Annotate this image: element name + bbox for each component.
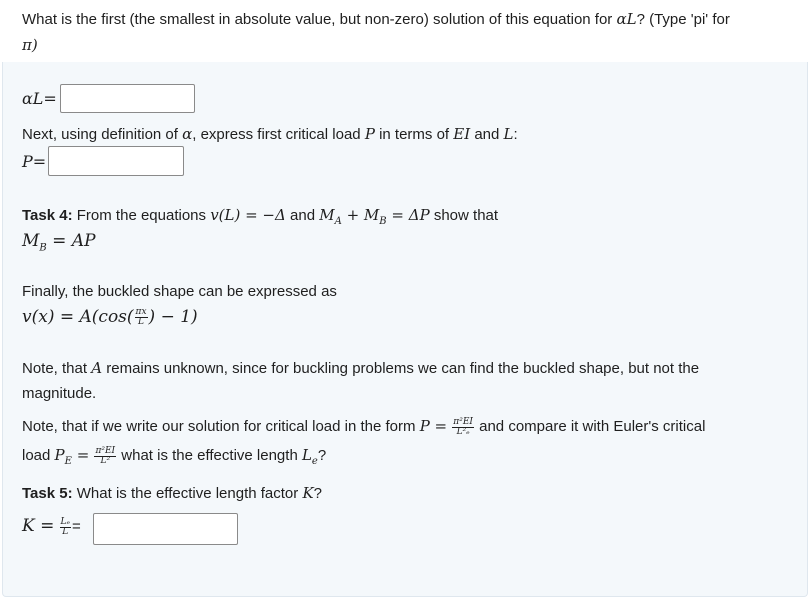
PE-eq: = xyxy=(71,446,90,464)
note2-frac2 xyxy=(94,447,116,466)
q1-line2: π) xyxy=(22,36,38,54)
finally-frac xyxy=(135,308,148,327)
P-label: P= xyxy=(22,152,47,171)
next-P: P xyxy=(364,125,375,143)
task4-eq2 xyxy=(319,206,430,227)
alphaL-label: αL= xyxy=(22,89,57,108)
task5-text-end: ? xyxy=(313,485,323,502)
note2-frac1 xyxy=(452,418,474,437)
eq2-sub-b: B xyxy=(379,216,387,227)
note2-line1 xyxy=(22,417,705,437)
eq2-mid: + M xyxy=(341,206,380,224)
task4-eq1: v(L) = −Δ xyxy=(210,206,286,224)
finally-equation xyxy=(22,307,198,327)
Le-sub: e xyxy=(311,456,318,467)
note2-Le xyxy=(301,446,318,467)
note2-frac2-num: π²EI xyxy=(95,445,116,456)
eq2-end: = ΔP xyxy=(386,206,430,224)
note2-frac1-den: L²ₑ xyxy=(456,426,470,437)
task4-title: Task 4: xyxy=(22,207,73,224)
finally-frac-num: πx xyxy=(135,307,147,317)
task4-text-b: and xyxy=(290,207,316,224)
Le: L xyxy=(301,446,312,464)
K-frac-num: Lₑ xyxy=(60,516,70,527)
note2-PE xyxy=(54,446,90,467)
note2-text-d: what is the effective length xyxy=(121,447,298,464)
q1-line1 xyxy=(22,10,730,28)
task5-title: Task 5: xyxy=(22,485,73,502)
K-input[interactable] xyxy=(93,513,238,545)
note1-text-b: remains unknown, since for buckling problems we can find the buckled shape, but not the xyxy=(106,360,700,377)
finally-text: Finally, the buckled shape can be expressed as xyxy=(22,283,337,300)
K-frac xyxy=(60,518,71,537)
note2-line2 xyxy=(22,446,326,467)
finally-frac-den: L xyxy=(138,317,145,327)
note2-P-eq: P = xyxy=(419,417,448,435)
task4-text-c: show that xyxy=(433,207,499,224)
P-input[interactable] xyxy=(48,146,184,176)
alphaL-input[interactable] xyxy=(60,84,195,113)
task4-result xyxy=(22,231,96,253)
result-end: = AP xyxy=(46,231,96,251)
note2-text-c: load xyxy=(22,447,51,464)
q1-text: What is the first (the smallest in absolute value, but non-zero) solution of this equation for xyxy=(22,11,613,28)
q1-alphaL: αL xyxy=(616,10,637,28)
finally-eq-a: v(x) = A(cos( xyxy=(22,307,134,327)
K-frac-den: L xyxy=(62,526,69,537)
finally-eq-b: ) − 1) xyxy=(148,307,198,327)
next-line xyxy=(22,125,518,143)
next-EI: EI xyxy=(453,125,471,143)
task5-K: K xyxy=(302,484,314,502)
next-alpha: α xyxy=(182,125,193,143)
eq2-sub-a: A xyxy=(334,216,342,227)
next-text-c: in terms of xyxy=(379,126,450,143)
eq2-M: M xyxy=(319,206,335,224)
task5-line xyxy=(22,484,322,502)
result-M: M xyxy=(22,231,40,251)
K-label xyxy=(22,516,81,537)
task4-text-a: From the equations xyxy=(76,207,207,224)
K-equals: = xyxy=(72,518,81,535)
task4-line xyxy=(22,206,498,227)
q1-text-end: ? (Type 'pi' for xyxy=(636,11,730,28)
note1-line2: magnitude. xyxy=(22,385,97,402)
note1-text-a: Note, that xyxy=(22,360,88,377)
K-eq: K = xyxy=(22,516,55,536)
note1-A: A xyxy=(91,359,103,377)
next-text-b: , express first critical load xyxy=(192,126,361,143)
result-sub: B xyxy=(39,242,47,254)
note2-text-b: and compare it with Euler's critical xyxy=(479,418,706,435)
note2-frac2-den: L² xyxy=(100,455,111,466)
next-L: L xyxy=(503,125,514,143)
note1-line1 xyxy=(22,359,699,377)
next-text-e: : xyxy=(513,126,518,143)
next-text-a: Next, using definition of xyxy=(22,126,178,143)
next-text-d: and xyxy=(474,126,500,143)
note2-frac1-num: π²EI xyxy=(453,416,473,427)
note2-text-a: Note, that if we write our solution for critical load in the form xyxy=(22,418,416,435)
note2-text-e: ? xyxy=(317,447,327,464)
task5-text: What is the effective length factor xyxy=(76,485,299,502)
PE: P xyxy=(54,446,65,464)
PE-sub: E xyxy=(64,456,72,467)
